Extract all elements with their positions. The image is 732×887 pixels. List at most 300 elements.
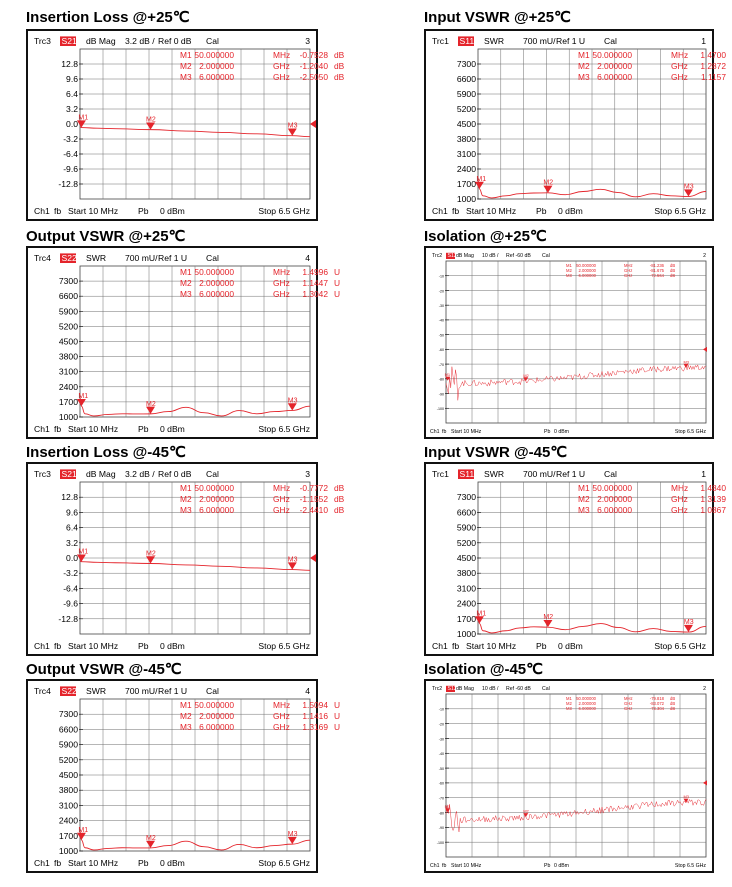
marker-label: M1 (78, 826, 89, 834)
marker-label: M2 (543, 179, 554, 187)
marker-label: M2 (146, 400, 156, 408)
marker-freq: 50.000000 (194, 483, 234, 493)
y-tick-label: 2400 (58, 815, 78, 826)
trace-label: Trc4 (34, 253, 51, 263)
marker-value-unit: dB (334, 505, 345, 515)
trace-label: Trc4 (34, 686, 51, 696)
marker-freq-unit: GHz (671, 505, 688, 515)
marker-name: M2 (578, 494, 590, 504)
footer-field: Start 10 MHz (68, 641, 119, 651)
footer-field: fb (442, 863, 447, 869)
marker-value: 1.4996 (302, 267, 328, 277)
header-field: dB Mag (456, 686, 474, 692)
panel-title: Input VSWR @+25℃ (424, 9, 571, 26)
marker-freq: 6.000000 (578, 706, 596, 711)
marker-label: M3 (287, 831, 298, 839)
y-tick-label: 12.8 (61, 59, 78, 70)
marker-label: M1 (78, 114, 89, 122)
trace-label: Trc2 (432, 253, 443, 259)
trace-chart (426, 464, 726, 654)
marker-label: M2 (146, 834, 156, 842)
y-tick-label: 4500 (58, 336, 78, 347)
footer-field: fb (452, 206, 460, 216)
marker-freq: 50.000000 (194, 267, 234, 277)
marker-name: M3 (180, 289, 192, 299)
marker-label: M3 (683, 359, 690, 365)
footer-field: Start 10 MHz (68, 206, 119, 216)
marker-name: M3 (578, 72, 590, 82)
marker-freq-unit: MHz (273, 267, 291, 277)
marker-freq-unit: MHz (273, 700, 291, 710)
marker-freq: 2.000000 (578, 701, 596, 706)
footer-field: Ch1 (432, 641, 448, 651)
header-field: SWR (86, 253, 107, 263)
analyzer-screen (424, 29, 726, 221)
footer-field: Start 10 MHz (68, 858, 119, 868)
marker-value-unit: U (334, 267, 341, 277)
header-field: Cal (604, 36, 617, 46)
y-tick-label: 3.2 (66, 537, 78, 548)
marker-label: M2 (146, 116, 156, 124)
marker-freq: 6.000000 (578, 273, 596, 278)
y-tick-label: 6600 (456, 507, 476, 518)
marker-name: M3 (566, 706, 572, 711)
trace-number: 2 (703, 253, 706, 259)
y-tick-label: 7300 (58, 276, 78, 287)
header-field: Ref 0 dB (158, 469, 192, 479)
y-tick-label: 3100 (58, 800, 78, 811)
header-field: Ref 1 U (556, 469, 586, 479)
panel-title: Insertion Loss @+25℃ (26, 9, 190, 26)
header-field: SWR (484, 469, 505, 479)
panel-title: Insertion Loss @-45℃ (26, 444, 186, 461)
y-tick-label: -40 (438, 752, 444, 757)
marker-value: -1.1552 (299, 494, 328, 504)
marker-freq-unit: MHz (671, 483, 689, 493)
marker-freq-unit: GHz (273, 289, 290, 299)
marker-freq-unit: GHz (273, 722, 290, 732)
y-tick-label: -3.2 (63, 134, 78, 145)
y-tick-label: 9.6 (66, 74, 78, 85)
y-tick-label: -3.2 (63, 568, 78, 579)
marker-name: M1 (180, 50, 192, 60)
footer-field: Pb (536, 206, 547, 216)
marker-freq-unit: GHz (273, 61, 290, 71)
marker-freq: 2.000000 (578, 268, 596, 273)
y-tick-label: 2400 (456, 598, 476, 609)
y-tick-label: -90 (438, 826, 444, 831)
y-tick-label: 7300 (456, 59, 476, 70)
y-tick-label: -10 (438, 707, 444, 712)
marker-value-unit: U (334, 700, 341, 710)
marker-label: M2 (523, 372, 529, 378)
analyzer-screen (424, 246, 714, 439)
y-tick-label: 6.4 (66, 89, 78, 100)
marker-name: M3 (180, 505, 192, 515)
marker-freq-unit: GHz (624, 273, 633, 278)
marker-value-unit: U (334, 289, 341, 299)
header-field: Ref 1 U (158, 253, 188, 263)
marker-value: -79.818 (649, 696, 664, 701)
marker-freq-unit: GHz (273, 72, 290, 82)
marker-value-unit: dB (334, 50, 345, 60)
header-field: 700 mU/ (523, 36, 556, 46)
footer-field: Ch1 (34, 641, 50, 651)
footer-field: fb (54, 206, 62, 216)
marker-name: M2 (566, 701, 572, 706)
analyzer-screen (26, 246, 341, 439)
footer-stop: Stop 6.5 GHz (654, 641, 706, 651)
marker-value: -0.7528 (299, 50, 328, 60)
y-tick-label: 0.0 (66, 119, 78, 130)
marker-name: M2 (180, 494, 192, 504)
y-tick-label: 0.0 (66, 553, 78, 564)
header-field: Ref 1 U (158, 686, 188, 696)
footer-field: Start 10 MHz (466, 641, 517, 651)
footer-field: 0 dBm (554, 429, 569, 435)
y-tick-label: 1000 (58, 412, 78, 423)
header-field: Ref 1 U (556, 36, 586, 46)
footer-stop: Stop 6.5 GHz (258, 641, 310, 651)
footer-field: fb (54, 858, 62, 868)
marker-freq-unit: MHz (624, 263, 633, 268)
marker-value: 1.5094 (302, 700, 328, 710)
marker-freq-unit: MHz (273, 50, 291, 60)
header-field: Cal (604, 469, 617, 479)
header-field: 10 dB / (482, 686, 499, 692)
header-field: Cal (542, 253, 550, 259)
marker-name: M1 (180, 700, 192, 710)
marker-label: M3 (287, 122, 298, 130)
y-tick-label: 7300 (456, 492, 476, 503)
y-tick-label: -30 (438, 737, 444, 742)
y-tick-label: -20 (438, 722, 444, 727)
param-label: S21 (61, 469, 77, 479)
marker-name: M3 (180, 722, 192, 732)
header-field: 700 mU/ (125, 253, 158, 263)
marker-value: 1.1447 (302, 278, 328, 288)
trace-number: 1 (701, 36, 706, 46)
footer-field: 0 dBm (160, 858, 185, 868)
marker-label: M3 (287, 397, 298, 405)
y-tick-label: 3100 (456, 583, 476, 594)
header-field: 10 dB / (482, 253, 499, 259)
header-field: Cal (542, 686, 550, 692)
footer-stop: Stop 6.5 GHz (258, 206, 310, 216)
marker-value: -73.304 (649, 706, 664, 711)
footer-stop: Stop 6.5 GHz (674, 863, 706, 869)
footer-field: 0 dBm (558, 641, 583, 651)
y-tick-label: 5900 (58, 306, 78, 317)
ref-arrow (310, 120, 316, 128)
y-tick-label: -80 (438, 811, 444, 816)
ref-arrow (310, 554, 316, 562)
y-tick-label: 4500 (456, 553, 476, 564)
marker-freq: 50.000000 (592, 483, 632, 493)
footer-stop: Stop 6.5 GHz (258, 858, 310, 868)
marker-value: -81.675 (649, 268, 664, 273)
marker-value-unit: U (334, 278, 341, 288)
marker-label: M3 (683, 619, 694, 627)
param-label: S22 (61, 253, 77, 263)
marker-value: 1.3042 (302, 289, 328, 299)
marker-value-unit: dB (334, 72, 345, 82)
trace-chart (426, 31, 726, 219)
y-tick-label: 6600 (58, 291, 78, 302)
y-tick-label: 6.4 (66, 522, 78, 533)
marker-name: M2 (578, 61, 590, 71)
marker-value: 1.4700 (700, 50, 726, 60)
marker-freq-unit: GHz (671, 61, 688, 71)
y-tick-label: 5200 (58, 321, 78, 332)
panel-title: Isolation @+25℃ (424, 228, 547, 245)
marker-freq: 50.000000 (194, 700, 234, 710)
param-label: S11 (459, 36, 475, 46)
marker-label: M1 (476, 175, 487, 183)
marker-freq: 6.000000 (199, 72, 234, 82)
header-field: dB Mag (456, 253, 474, 259)
marker-freq: 2.000000 (199, 494, 234, 504)
y-tick-label: 6600 (456, 74, 476, 85)
analyzer-screen (26, 679, 341, 873)
marker-freq: 2.000000 (597, 61, 632, 71)
footer-field: Ch1 (34, 858, 50, 868)
y-tick-label: -100 (436, 407, 444, 412)
header-field: 700 mU/ (125, 686, 158, 696)
header-field: Cal (206, 686, 219, 696)
footer-field: Ch1 (430, 863, 440, 869)
y-tick-label: 5900 (456, 522, 476, 533)
marker-name: M1 (566, 696, 572, 701)
marker-label: M2 (543, 614, 554, 622)
y-tick-label: 1000 (58, 846, 78, 857)
marker-freq-unit: GHz (273, 505, 290, 515)
header-field: Cal (206, 469, 219, 479)
marker-value: 1.3139 (700, 494, 726, 504)
y-tick-label: -6.4 (63, 583, 78, 594)
y-tick-label: 1700 (456, 179, 476, 190)
y-tick-label: 1700 (456, 613, 476, 624)
footer-field: fb (452, 641, 460, 651)
footer-field: fb (54, 424, 62, 434)
footer-field: 0 dBm (160, 641, 185, 651)
marker-label: M1 (476, 610, 487, 618)
marker-name: M1 (566, 263, 572, 268)
footer-stop: Stop 6.5 GHz (258, 424, 310, 434)
footer-field: Start 10 MHz (68, 424, 119, 434)
marker-value: -72.564 (649, 273, 664, 278)
marker-freq: 6.000000 (597, 505, 632, 515)
y-tick-label: 2400 (456, 164, 476, 175)
y-tick-label: 7300 (58, 709, 78, 720)
footer-stop: Stop 6.5 GHz (674, 429, 706, 435)
marker-label: M3 (683, 794, 690, 800)
y-tick-label: 3.2 (66, 104, 78, 115)
marker-name: M3 (578, 505, 590, 515)
marker-value-unit: U (334, 711, 341, 721)
analyzer-screen (424, 462, 726, 656)
footer-field: 0 dBm (160, 206, 185, 216)
footer-field: 0 dBm (160, 424, 185, 434)
footer-field: Start 10 MHz (451, 429, 482, 435)
marker-freq: 50.000000 (194, 50, 234, 60)
marker-freq-unit: GHz (273, 711, 290, 721)
trace-chart (28, 464, 345, 654)
marker-label: M2 (523, 808, 529, 814)
y-tick-label: 4500 (58, 770, 78, 781)
y-tick-label: -70 (438, 362, 444, 367)
marker-label: M1 (444, 372, 451, 378)
y-tick-label: -60 (438, 781, 444, 786)
marker-value: 1.3169 (302, 722, 328, 732)
y-tick-label: 3800 (456, 134, 476, 145)
y-tick-label: -50 (438, 766, 444, 771)
trace-number: 3 (305, 36, 310, 46)
footer-field: Ch1 (34, 424, 50, 434)
param-label: S12 (447, 686, 457, 692)
header-field: Ref -60 dB (506, 253, 531, 259)
trace-chart (426, 681, 712, 871)
panel-title: Output VSWR @+25℃ (26, 228, 186, 245)
marker-freq: 2.000000 (199, 61, 234, 71)
marker-label: M3 (287, 556, 298, 564)
y-tick-label: 1000 (456, 194, 476, 205)
ref-arrow (703, 347, 707, 352)
marker-freq: 50.000000 (592, 50, 632, 60)
analyzer-screen (424, 679, 714, 873)
y-tick-label: -12.8 (58, 613, 78, 624)
marker-freq-unit: GHz (671, 494, 688, 504)
trace-label: Trc1 (432, 469, 449, 479)
marker-freq: 2.000000 (199, 711, 234, 721)
y-tick-label: -9.6 (63, 164, 78, 175)
trace-number: 4 (305, 686, 310, 696)
y-tick-label: 12.8 (61, 492, 78, 503)
header-field: dB Mag (86, 36, 116, 46)
marker-name: M2 (180, 711, 192, 721)
y-tick-label: 6600 (58, 724, 78, 735)
marker-value-unit: dB (334, 61, 345, 71)
y-tick-label: 5200 (456, 104, 476, 115)
footer-field: fb (54, 641, 62, 651)
marker-name: M2 (566, 268, 572, 273)
y-tick-label: 5900 (456, 89, 476, 100)
y-tick-label: -90 (438, 392, 444, 397)
y-tick-label: 2400 (58, 381, 78, 392)
param-label: S21 (61, 36, 77, 46)
y-tick-label: -12.8 (58, 179, 78, 190)
trace-chart (28, 248, 341, 437)
y-tick-label: -80 (438, 377, 444, 382)
header-field: 3.2 dB / (125, 36, 155, 46)
y-tick-label: 5200 (456, 537, 476, 548)
trace-label: Trc1 (432, 36, 449, 46)
marker-label: M1 (78, 393, 89, 401)
analyzer-screen (26, 29, 345, 221)
marker-name: M1 (578, 483, 590, 493)
marker-freq-unit: GHz (273, 278, 290, 288)
header-field: SWR (86, 686, 107, 696)
marker-freq-unit: MHz (671, 50, 689, 60)
marker-freq-unit: MHz (624, 696, 633, 701)
y-tick-label: -60 (438, 348, 444, 353)
trace-chart (426, 248, 712, 437)
marker-name: M2 (180, 61, 192, 71)
marker-value-unit: dB (670, 273, 676, 278)
marker-label: M2 (146, 550, 156, 558)
marker-freq: 50.000000 (576, 263, 596, 268)
y-tick-label: 3100 (58, 366, 78, 377)
header-field: Cal (206, 36, 219, 46)
marker-freq-unit: GHz (624, 701, 633, 706)
header-field: 700 mU/ (523, 469, 556, 479)
marker-value-unit: dB (334, 494, 345, 504)
ref-arrow (703, 780, 707, 785)
y-tick-label: -100 (436, 841, 444, 846)
marker-name: M1 (578, 50, 590, 60)
marker-name: M1 (180, 483, 192, 493)
footer-field: Pb (536, 641, 547, 651)
marker-value-unit: dB (670, 696, 676, 701)
marker-freq: 50.000000 (576, 696, 596, 701)
y-tick-label: 1000 (456, 629, 476, 640)
marker-freq: 2.000000 (597, 494, 632, 504)
footer-field: fb (442, 429, 447, 435)
param-label: S12 (447, 253, 457, 259)
trace-number: 2 (703, 686, 706, 692)
y-tick-label: -40 (438, 318, 444, 323)
marker-value: -2.4410 (299, 505, 328, 515)
marker-value-unit: dB (670, 701, 676, 706)
marker-label: M1 (444, 803, 451, 809)
marker-name: M1 (180, 267, 192, 277)
y-tick-label: -30 (438, 304, 444, 309)
marker-value: 1.2872 (700, 61, 726, 71)
marker-freq-unit: GHz (273, 494, 290, 504)
param-label: S22 (61, 686, 77, 696)
footer-field: 0 dBm (558, 206, 583, 216)
footer-field: Ch1 (34, 206, 50, 216)
footer-field: 0 dBm (554, 863, 569, 869)
marker-value: -0.7772 (299, 483, 328, 493)
marker-value: 1.1157 (701, 72, 726, 82)
trace-chart (28, 681, 341, 871)
panel-title: Isolation @-45℃ (424, 661, 543, 678)
y-tick-label: 4500 (456, 119, 476, 130)
y-tick-label: -70 (438, 796, 444, 801)
param-label: S11 (459, 469, 475, 479)
footer-field: Start 10 MHz (451, 863, 482, 869)
marker-value-unit: dB (670, 706, 676, 711)
footer-field: Ch1 (430, 429, 440, 435)
marker-freq: 6.000000 (199, 722, 234, 732)
y-tick-label: 1700 (58, 396, 78, 407)
y-tick-label: 3800 (58, 351, 78, 362)
trace-number: 1 (701, 469, 706, 479)
y-tick-label: -20 (438, 289, 444, 294)
footer-field: Pb (544, 429, 551, 435)
footer-stop: Stop 6.5 GHz (654, 206, 706, 216)
footer-field: Pb (138, 206, 149, 216)
marker-freq-unit: GHz (624, 706, 633, 711)
marker-name: M3 (566, 273, 572, 278)
trace-label: Trc2 (432, 686, 443, 692)
header-field: Ref -60 dB (506, 686, 531, 692)
panel-title: Output VSWR @-45℃ (26, 661, 182, 678)
marker-value: 1.0867 (700, 505, 726, 515)
trace-label: Trc3 (34, 36, 51, 46)
y-tick-label: 3100 (456, 149, 476, 160)
